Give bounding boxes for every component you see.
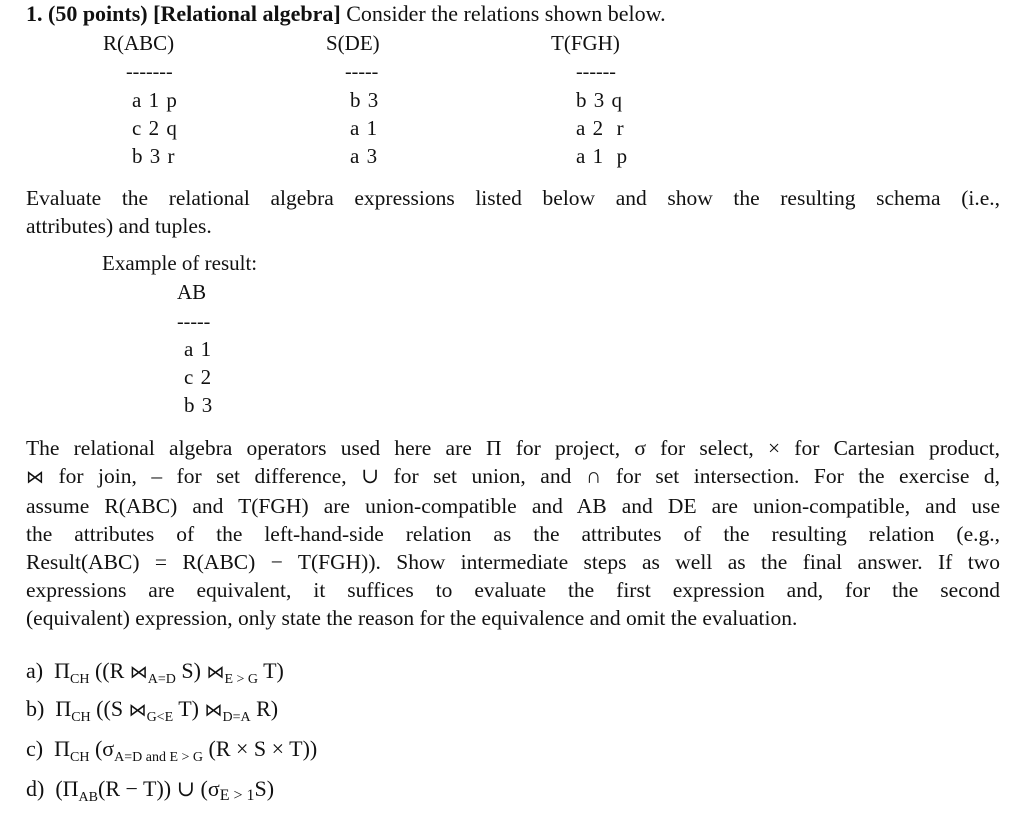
expr-part: (R × S × T)) (203, 736, 318, 761)
join-symbol: ⋈ (129, 662, 148, 683)
join-symbol: ⋈ (206, 662, 225, 683)
exercise-a (26, 656, 284, 695)
join-condition: A=D (147, 672, 176, 687)
example-header: AB (177, 280, 207, 304)
expr-part: S) (254, 776, 275, 801)
projection-attrs: CH (69, 750, 90, 765)
exercise-c (26, 734, 317, 773)
relation-s-row: a 3 (350, 144, 379, 168)
text: for select, (645, 436, 768, 460)
sigma-symbol: σ (207, 776, 220, 801)
relation-s-separator: ----- (345, 61, 379, 83)
projection-attrs: AB (78, 790, 98, 805)
times-symbol: × (767, 436, 781, 460)
projection-attrs: CH (69, 672, 90, 687)
sigma-symbol: σ (102, 736, 115, 761)
pi-symbol: Π (54, 658, 70, 683)
example-row: c 2 (184, 365, 213, 389)
paragraph-line: expressions are equivalent, it suffices to evaluate the first expression and, for the second (26, 578, 1000, 602)
question-topic: [Relational algebra] (153, 1, 341, 26)
pi-symbol: Π (62, 776, 79, 801)
union-symbol: ∪ (176, 776, 196, 801)
relation-r-row: b 3 r (132, 144, 176, 168)
join-symbol: ⋈ (26, 467, 44, 488)
paragraph-line: Result(ABC) = R(ABC) − T(FGH)). Show intermediate steps as well as the final answer. If two (26, 550, 1000, 574)
exercise-b (26, 694, 278, 733)
expr-part: R) (250, 696, 279, 721)
intersect-symbol: ∩ (585, 464, 602, 488)
relation-r-separator: ------- (126, 61, 173, 83)
relation-t-separator: ------ (576, 61, 616, 83)
exercise-label: d) (26, 776, 45, 801)
relation-s-row: a 1 (350, 116, 379, 140)
question-intro: Consider the relations shown below. (346, 1, 666, 26)
paragraph-line: the attributes of the left-hand-side relation as the attributes of the resulting relation (e.g., (26, 522, 1000, 546)
text: for join, (44, 464, 152, 488)
relation-r-row: c 2 q (132, 116, 178, 140)
projection-attrs: CH (71, 710, 91, 725)
paragraph-line (26, 434, 1000, 462)
join-condition: E > G (224, 672, 259, 687)
join-condition: D=A (222, 710, 251, 725)
exercise-label: c) (26, 736, 44, 761)
example-separator: ----- (177, 311, 211, 333)
instructions-line: attributes) and tuples. (26, 214, 212, 238)
relation-t-row: a 2 r (576, 116, 625, 140)
text: for project, (501, 436, 635, 460)
minus-symbol: – (151, 464, 163, 488)
text: for set intersection. For the exercise d, (601, 464, 1000, 488)
expr-part: ( (55, 776, 63, 801)
sigma-symbol: σ (634, 436, 646, 460)
relation-t-row: b 3 q (576, 88, 623, 112)
expr-part: ((R (89, 658, 130, 683)
expr-part: ((S (90, 696, 129, 721)
text: for set union, and (379, 464, 586, 488)
select-condition: E > 1 (219, 787, 255, 804)
exercise-label: b) (26, 696, 45, 721)
relation-r-name: R(ABC) (103, 31, 175, 55)
join-condition: G<E (146, 710, 174, 725)
expr-part: T) (173, 696, 205, 721)
paragraph-line: assume R(ABC) and T(FGH) are union-compatible and AB and DE are union-compatible, and use (26, 494, 1000, 518)
exercise-d (26, 774, 274, 813)
text: for set difference, (162, 464, 362, 488)
relation-t-name: T(FGH) (551, 31, 620, 55)
pi-symbol: Π (55, 696, 72, 721)
question-number: 1. (26, 1, 43, 26)
expr-part: ( (89, 736, 103, 761)
union-symbol: ∪ (361, 464, 380, 488)
text: for Cartesian product, (780, 436, 1001, 460)
pi-symbol: Π (54, 736, 70, 761)
join-symbol: ⋈ (204, 700, 223, 721)
operators-paragraph (26, 434, 1000, 632)
relation-r-row: a 1 p (132, 88, 178, 112)
paragraph-line: (equivalent) expression, only state the reason for the equivalence and omit the evaluation. (26, 606, 798, 630)
expr-part: ( (195, 776, 208, 801)
instructions (26, 184, 1000, 240)
paragraph-line (26, 462, 1000, 492)
relation-t-row: a 1 p (576, 144, 629, 168)
example-row: b 3 (184, 393, 214, 417)
expr-part: T) (258, 658, 284, 683)
relation-s-row: b 3 (350, 88, 380, 112)
question-title (26, 0, 666, 28)
question-points: (50 points) (48, 1, 148, 26)
text: The relational algebra operators used here are (26, 436, 486, 460)
select-condition: A=D and E > G (114, 750, 204, 765)
expr-part: (R − T)) (98, 776, 177, 801)
relation-s-name: S(DE) (326, 31, 380, 55)
pi-symbol: Π (486, 436, 502, 460)
example-label: Example of result: (102, 251, 258, 275)
expr-part: S) (175, 658, 207, 683)
instructions-line: Evaluate the relational algebra expressions listed below and show the resulting schema (i.e., (26, 186, 1000, 210)
exercise-label: a) (26, 658, 44, 683)
join-symbol: ⋈ (128, 700, 147, 721)
example-row: a 1 (184, 337, 213, 361)
